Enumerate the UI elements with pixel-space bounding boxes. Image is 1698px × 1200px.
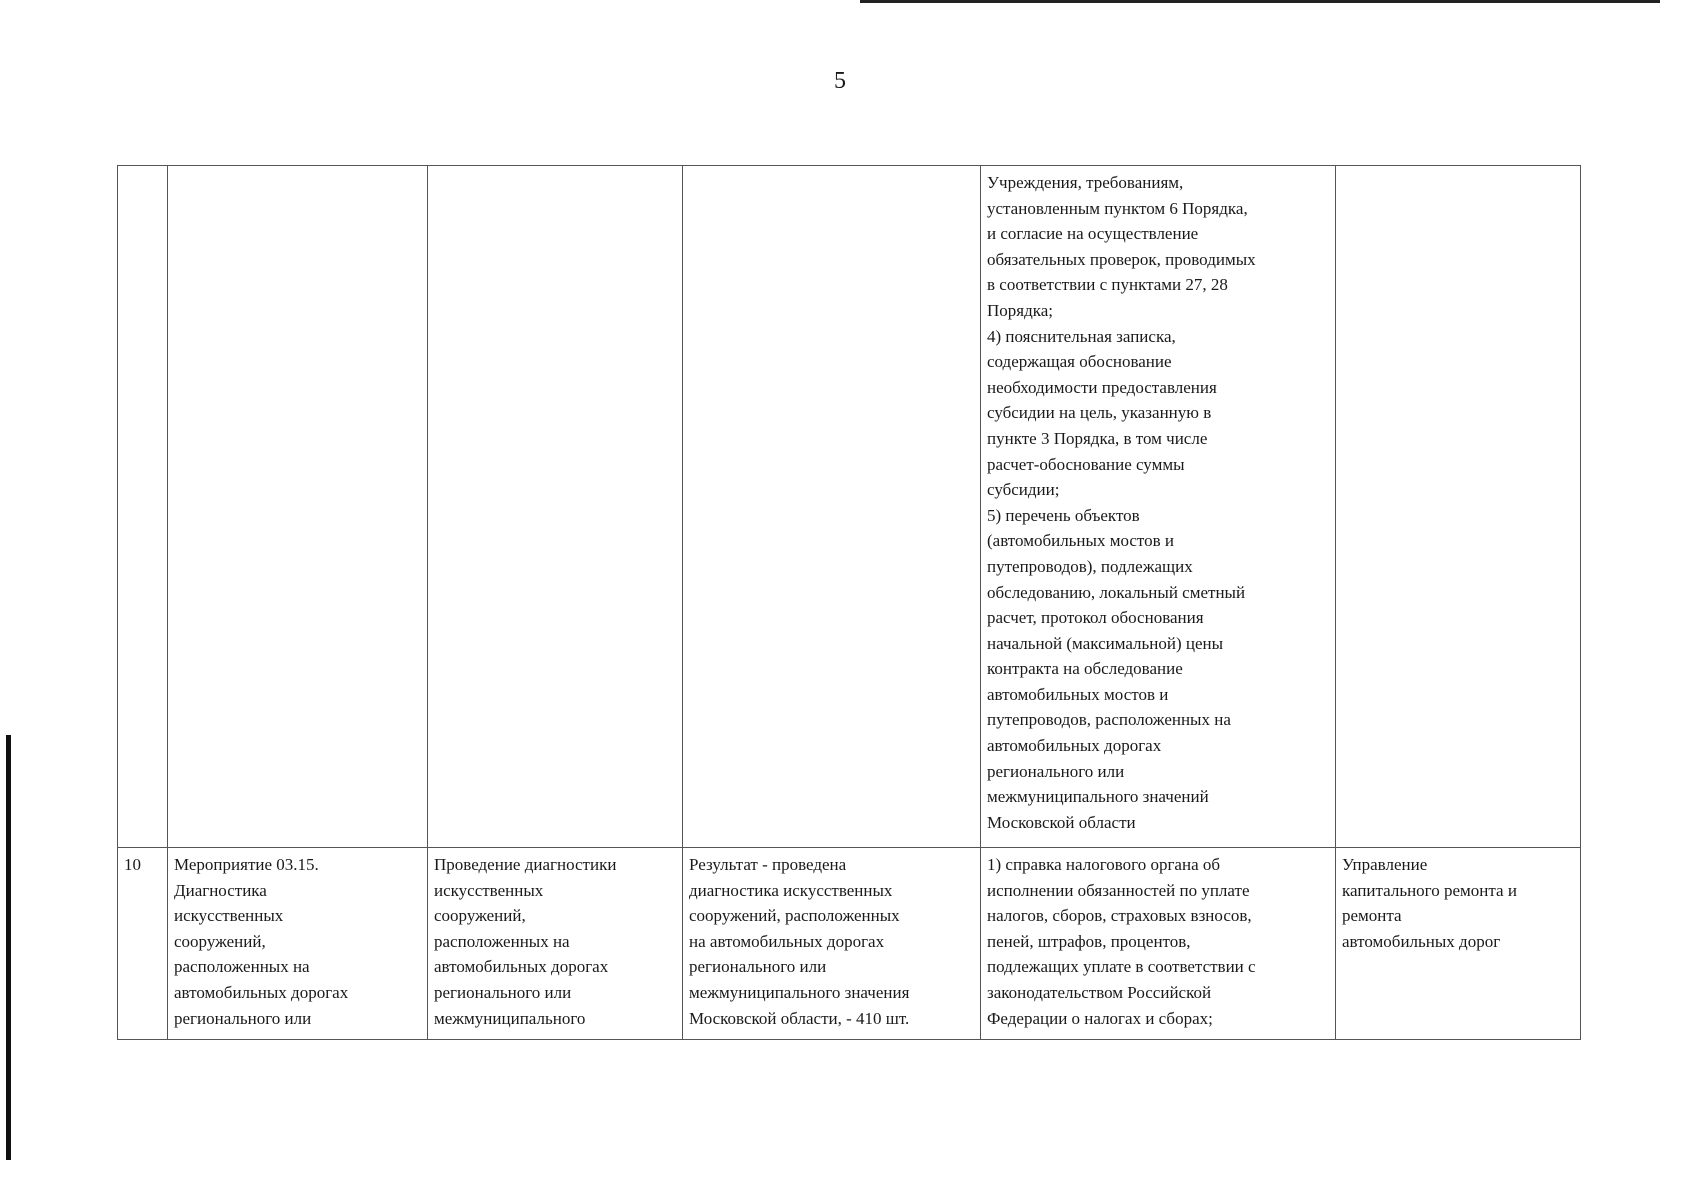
responsible-cell: Управление капитального ремонта и ремонта автомобильных дорог	[1336, 848, 1581, 1040]
documents-cell: 1) справка налогового органа об исполнении обязанностей по уплате налогов, сборов, страховых взносов, пеней, штрафов, процентов, подлежащих уплате в соответствии с законодательством Российской Федерации о налогах и сборах;	[981, 848, 1336, 1040]
top-scan-line	[860, 0, 1660, 3]
measures-table	[117, 165, 1581, 1040]
event-cell	[168, 166, 428, 848]
row-number-cell: 10	[118, 848, 168, 1040]
left-margin-scan-bar	[6, 735, 11, 1160]
description-cell	[428, 166, 683, 848]
responsible-cell	[1336, 166, 1581, 848]
row-number-cell	[118, 166, 168, 848]
documents-cell: Учреждения, требованиям, установленным пунктом 6 Порядка, и согласие на осуществление обязательных проверок, проводимых в соответствии с пунктами 27, 28 Порядка; 4) пояснительная записка, содержащая обоснование необходимости предоставления субсидии на цель, указанную в пункте 3 Порядка, в том числе расчет-обоснование суммы субсидии; 5) перечень объектов (автомобильных мостов и путепроводов), подлежащих обследованию, локальный сметный расчет, протокол обоснования начальной (максимальной) цены контракта на обследование автомобильных мостов и путепроводов, расположенных на автомобильных дорогах регионального или межмуниципального значений Московской области	[981, 166, 1336, 848]
table-row	[118, 848, 1581, 1040]
table-row	[118, 166, 1581, 848]
result-cell: Результат - проведена диагностика искусственных сооружений, расположенных на автомобильных дорогах регионального или межмуниципального значения Московской области, - 410 шт.	[683, 848, 981, 1040]
result-cell	[683, 166, 981, 848]
description-cell: Проведение диагностики искусственных сооружений, расположенных на автомобильных дорогах регионального или межмуниципального	[428, 848, 683, 1040]
page-number: 5	[834, 68, 846, 94]
event-cell: Мероприятие 03.15. Диагностика искусственных сооружений, расположенных на автомобильных дорогах регионального или	[168, 848, 428, 1040]
